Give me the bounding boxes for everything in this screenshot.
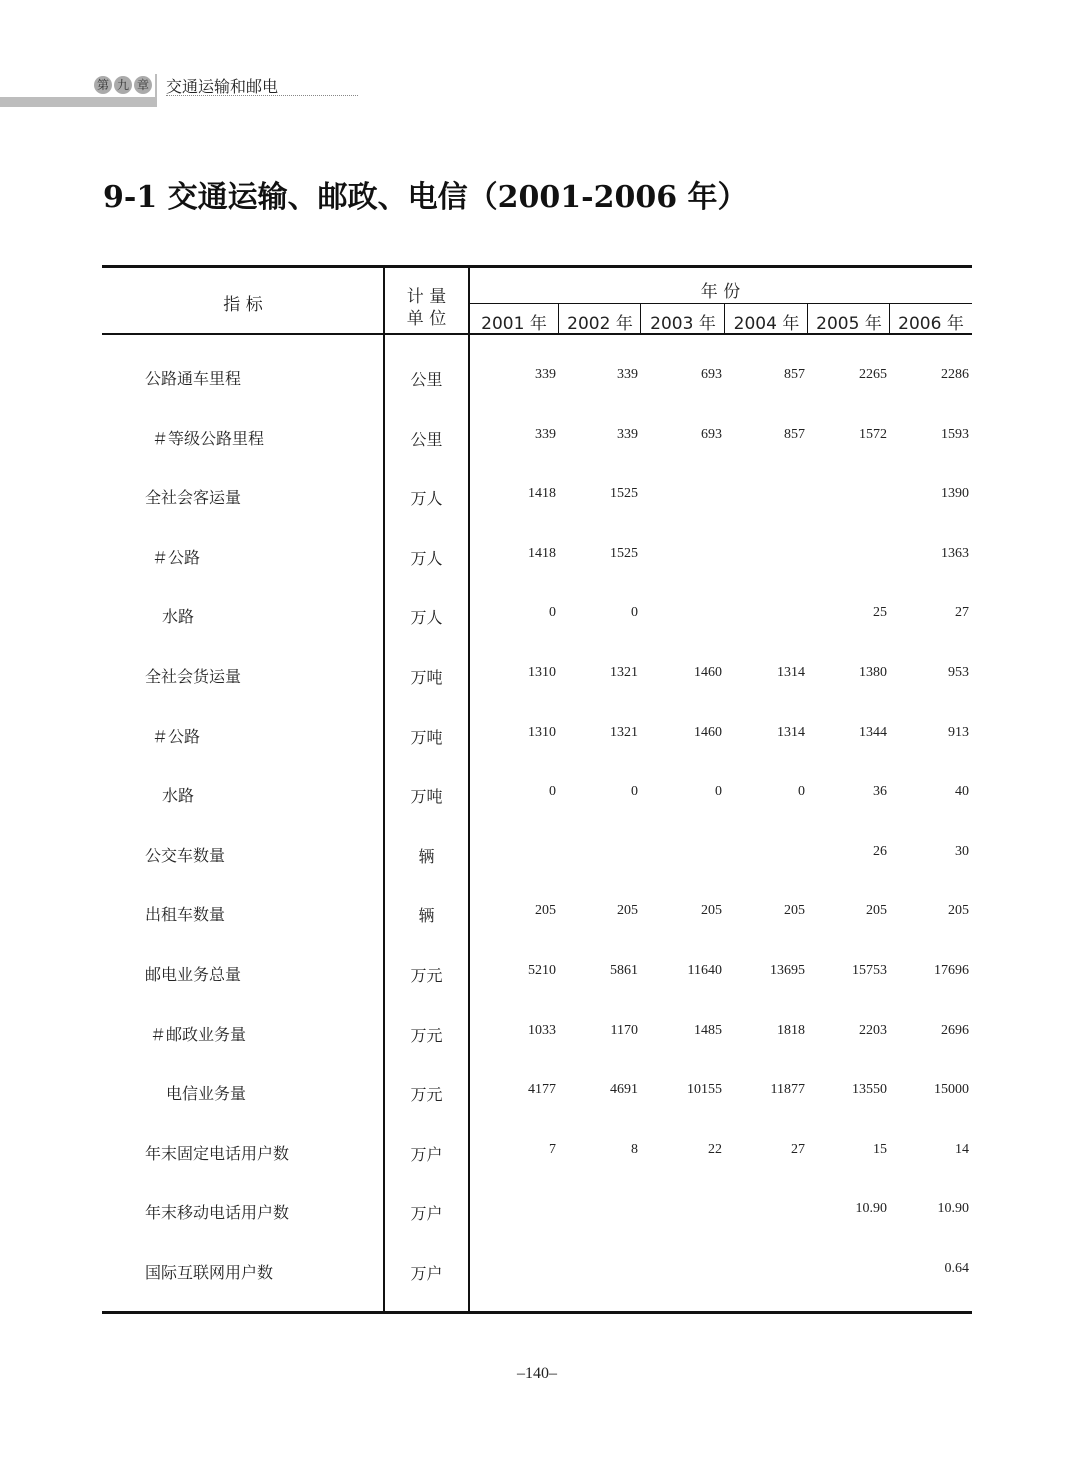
cell-value: 15753 [852, 963, 887, 978]
row-label: 全社会货运量 [145, 667, 242, 686]
cell-value: 7 [549, 1141, 556, 1157]
cell-value: 1033 [528, 1022, 556, 1038]
cell-value: 1593 [941, 426, 969, 442]
cell-value: 0 [549, 605, 556, 621]
cell-value: 40 [955, 784, 969, 800]
chapter-badge-char: 九 [114, 76, 132, 94]
cell-value: 1314 [777, 665, 805, 680]
row-label: 国际互联网用户数 [145, 1263, 274, 1282]
chapter-badge-char: 章 [134, 76, 152, 94]
page-title: 9-1 交通运输、邮政、电信（2001-2006 年） [103, 180, 748, 215]
cell-value: 2696 [941, 1022, 969, 1038]
chapter-title: 交通运输和邮电 [166, 77, 279, 96]
table-top-rule [102, 265, 972, 268]
year-header: 2004 年 [733, 314, 800, 334]
cell-value: 1310 [528, 665, 556, 680]
cell-value: 22 [708, 1141, 722, 1157]
cell-value: 17696 [934, 963, 969, 978]
cell-value: 339 [617, 367, 638, 382]
cell-value: 4691 [610, 1082, 638, 1098]
year-header: 2002 年 [567, 314, 633, 334]
cell-value: 1418 [528, 486, 556, 502]
cell-value: 4177 [528, 1082, 556, 1098]
cell-value: 1380 [859, 665, 887, 680]
chapter-badge-char: 第 [94, 76, 112, 94]
header-indicator: 指 标 [223, 295, 263, 315]
cell-value: 0 [631, 784, 638, 800]
cell-value: 205 [617, 903, 638, 919]
cell-value: 205 [784, 903, 805, 919]
cell-value: 8 [631, 1141, 638, 1157]
cell-value: 1818 [777, 1022, 805, 1038]
row-label: 邮电业务总量 [145, 965, 242, 984]
cell-value: 205 [701, 903, 722, 919]
cell-value: 1525 [610, 486, 638, 502]
cell-value: 1485 [694, 1022, 722, 1038]
header-divider [155, 74, 157, 107]
row-unit: 万人 [410, 608, 443, 628]
cell-value: 1460 [694, 665, 722, 680]
table-bottom-rule [102, 1311, 972, 1314]
year-divider [558, 304, 559, 334]
cell-value: 205 [535, 903, 556, 919]
cell-value: 857 [784, 426, 805, 442]
year-divider [807, 304, 808, 334]
cell-value: 5861 [610, 963, 638, 978]
row-unit: 公里 [410, 370, 443, 389]
row-label: 水路 [162, 786, 195, 806]
cell-value: 10.90 [855, 1201, 887, 1217]
row-unit: 万吨 [410, 668, 443, 687]
row-label: ＃邮政业务量 [150, 1024, 247, 1044]
row-label: 电信业务量 [166, 1084, 247, 1104]
row-unit: 万人 [410, 548, 443, 568]
cell-value: 1321 [610, 724, 638, 740]
year-header: 2003 年 [650, 314, 716, 334]
cell-value: 0.64 [944, 1261, 969, 1276]
row-unit: 万户 [410, 1144, 443, 1164]
row-label: 全社会客运量 [145, 488, 242, 508]
year-divider [640, 304, 641, 334]
row-label: 出租车数量 [145, 905, 226, 925]
cell-value: 27 [791, 1141, 805, 1157]
cell-value: 1321 [610, 665, 638, 680]
row-unit: 万吨 [410, 787, 443, 807]
chapter-badge [94, 76, 152, 94]
cell-value: 11877 [770, 1082, 805, 1098]
cell-value: 0 [549, 784, 556, 800]
cell-value: 857 [784, 367, 805, 382]
cell-value: 2203 [859, 1022, 887, 1038]
row-unit: 万户 [410, 1264, 443, 1283]
row-unit: 万吨 [410, 727, 443, 747]
row-unit: 万元 [410, 1025, 443, 1045]
cell-value: 1363 [941, 545, 969, 561]
cell-value: 10.90 [937, 1201, 969, 1217]
header-unit-line2: 单 位 [406, 309, 447, 329]
header-unit-line1: 计 量 [406, 287, 447, 307]
cell-value: 953 [948, 665, 969, 680]
cell-value: 2265 [859, 367, 887, 382]
cell-value: 0 [715, 784, 722, 800]
cell-value: 26 [873, 843, 887, 859]
cell-value: 5210 [528, 963, 556, 978]
cell-value: 27 [955, 605, 969, 621]
row-label: ＃等级公路里程 [152, 428, 265, 448]
cell-value: 15 [873, 1141, 887, 1157]
cell-value: 1572 [859, 426, 887, 442]
row-label: 水路 [162, 607, 195, 627]
row-label: 年末固定电话用户数 [145, 1143, 290, 1163]
row-unit: 万元 [410, 966, 443, 985]
year-header: 2001 年 [481, 314, 547, 334]
year-header: 2005 年 [816, 314, 882, 334]
year-divider [724, 304, 725, 334]
cell-value: 2286 [941, 367, 969, 382]
cell-value: 14 [955, 1141, 969, 1157]
row-unit: 公里 [410, 429, 443, 449]
year-divider [889, 304, 890, 334]
cell-value: 693 [701, 426, 722, 442]
row-label: 年末移动电话用户数 [145, 1203, 290, 1223]
cell-value: 30 [955, 843, 969, 859]
row-unit: 辆 [418, 846, 435, 866]
cell-value: 693 [701, 367, 722, 382]
row-unit: 辆 [418, 906, 435, 926]
cell-value: 1390 [941, 486, 969, 502]
cell-value: 36 [873, 784, 887, 800]
row-label: 公路通车里程 [145, 369, 242, 388]
row-label: ＃公路 [152, 547, 201, 567]
cell-value: 339 [617, 426, 638, 442]
row-label: 公交车数量 [145, 845, 226, 865]
cell-value: 1418 [528, 545, 556, 561]
row-unit: 万元 [410, 1085, 443, 1105]
cell-value: 339 [535, 367, 556, 382]
year-header: 2006 年 [898, 314, 964, 334]
cell-value: 11640 [687, 963, 722, 978]
cell-value: 25 [873, 605, 887, 621]
cell-value: 1310 [528, 724, 556, 740]
header-dotted-rule [166, 95, 358, 96]
page-number: –140– [517, 1365, 557, 1382]
cell-value: 10155 [687, 1082, 722, 1098]
cell-value: 0 [631, 605, 638, 621]
cell-value: 205 [866, 903, 887, 919]
cell-value: 1525 [610, 545, 638, 561]
cell-value: 913 [948, 724, 969, 740]
cell-value: 1344 [859, 724, 887, 740]
cell-value: 1460 [694, 724, 722, 740]
cell-value: 339 [535, 426, 556, 442]
cell-value: 13695 [770, 963, 805, 978]
header-bar [0, 97, 156, 107]
cell-value: 1314 [777, 724, 805, 740]
cell-value: 0 [798, 784, 805, 800]
row-label: ＃公路 [152, 726, 201, 746]
header-years: 年 份 [700, 282, 741, 302]
row-unit: 万户 [410, 1204, 443, 1224]
cell-value: 1170 [610, 1022, 638, 1038]
row-unit: 万人 [410, 489, 443, 509]
cell-value: 13550 [852, 1082, 887, 1098]
year-header-rule [469, 303, 972, 304]
cell-value: 205 [948, 903, 969, 919]
cell-value: 15000 [934, 1082, 969, 1098]
